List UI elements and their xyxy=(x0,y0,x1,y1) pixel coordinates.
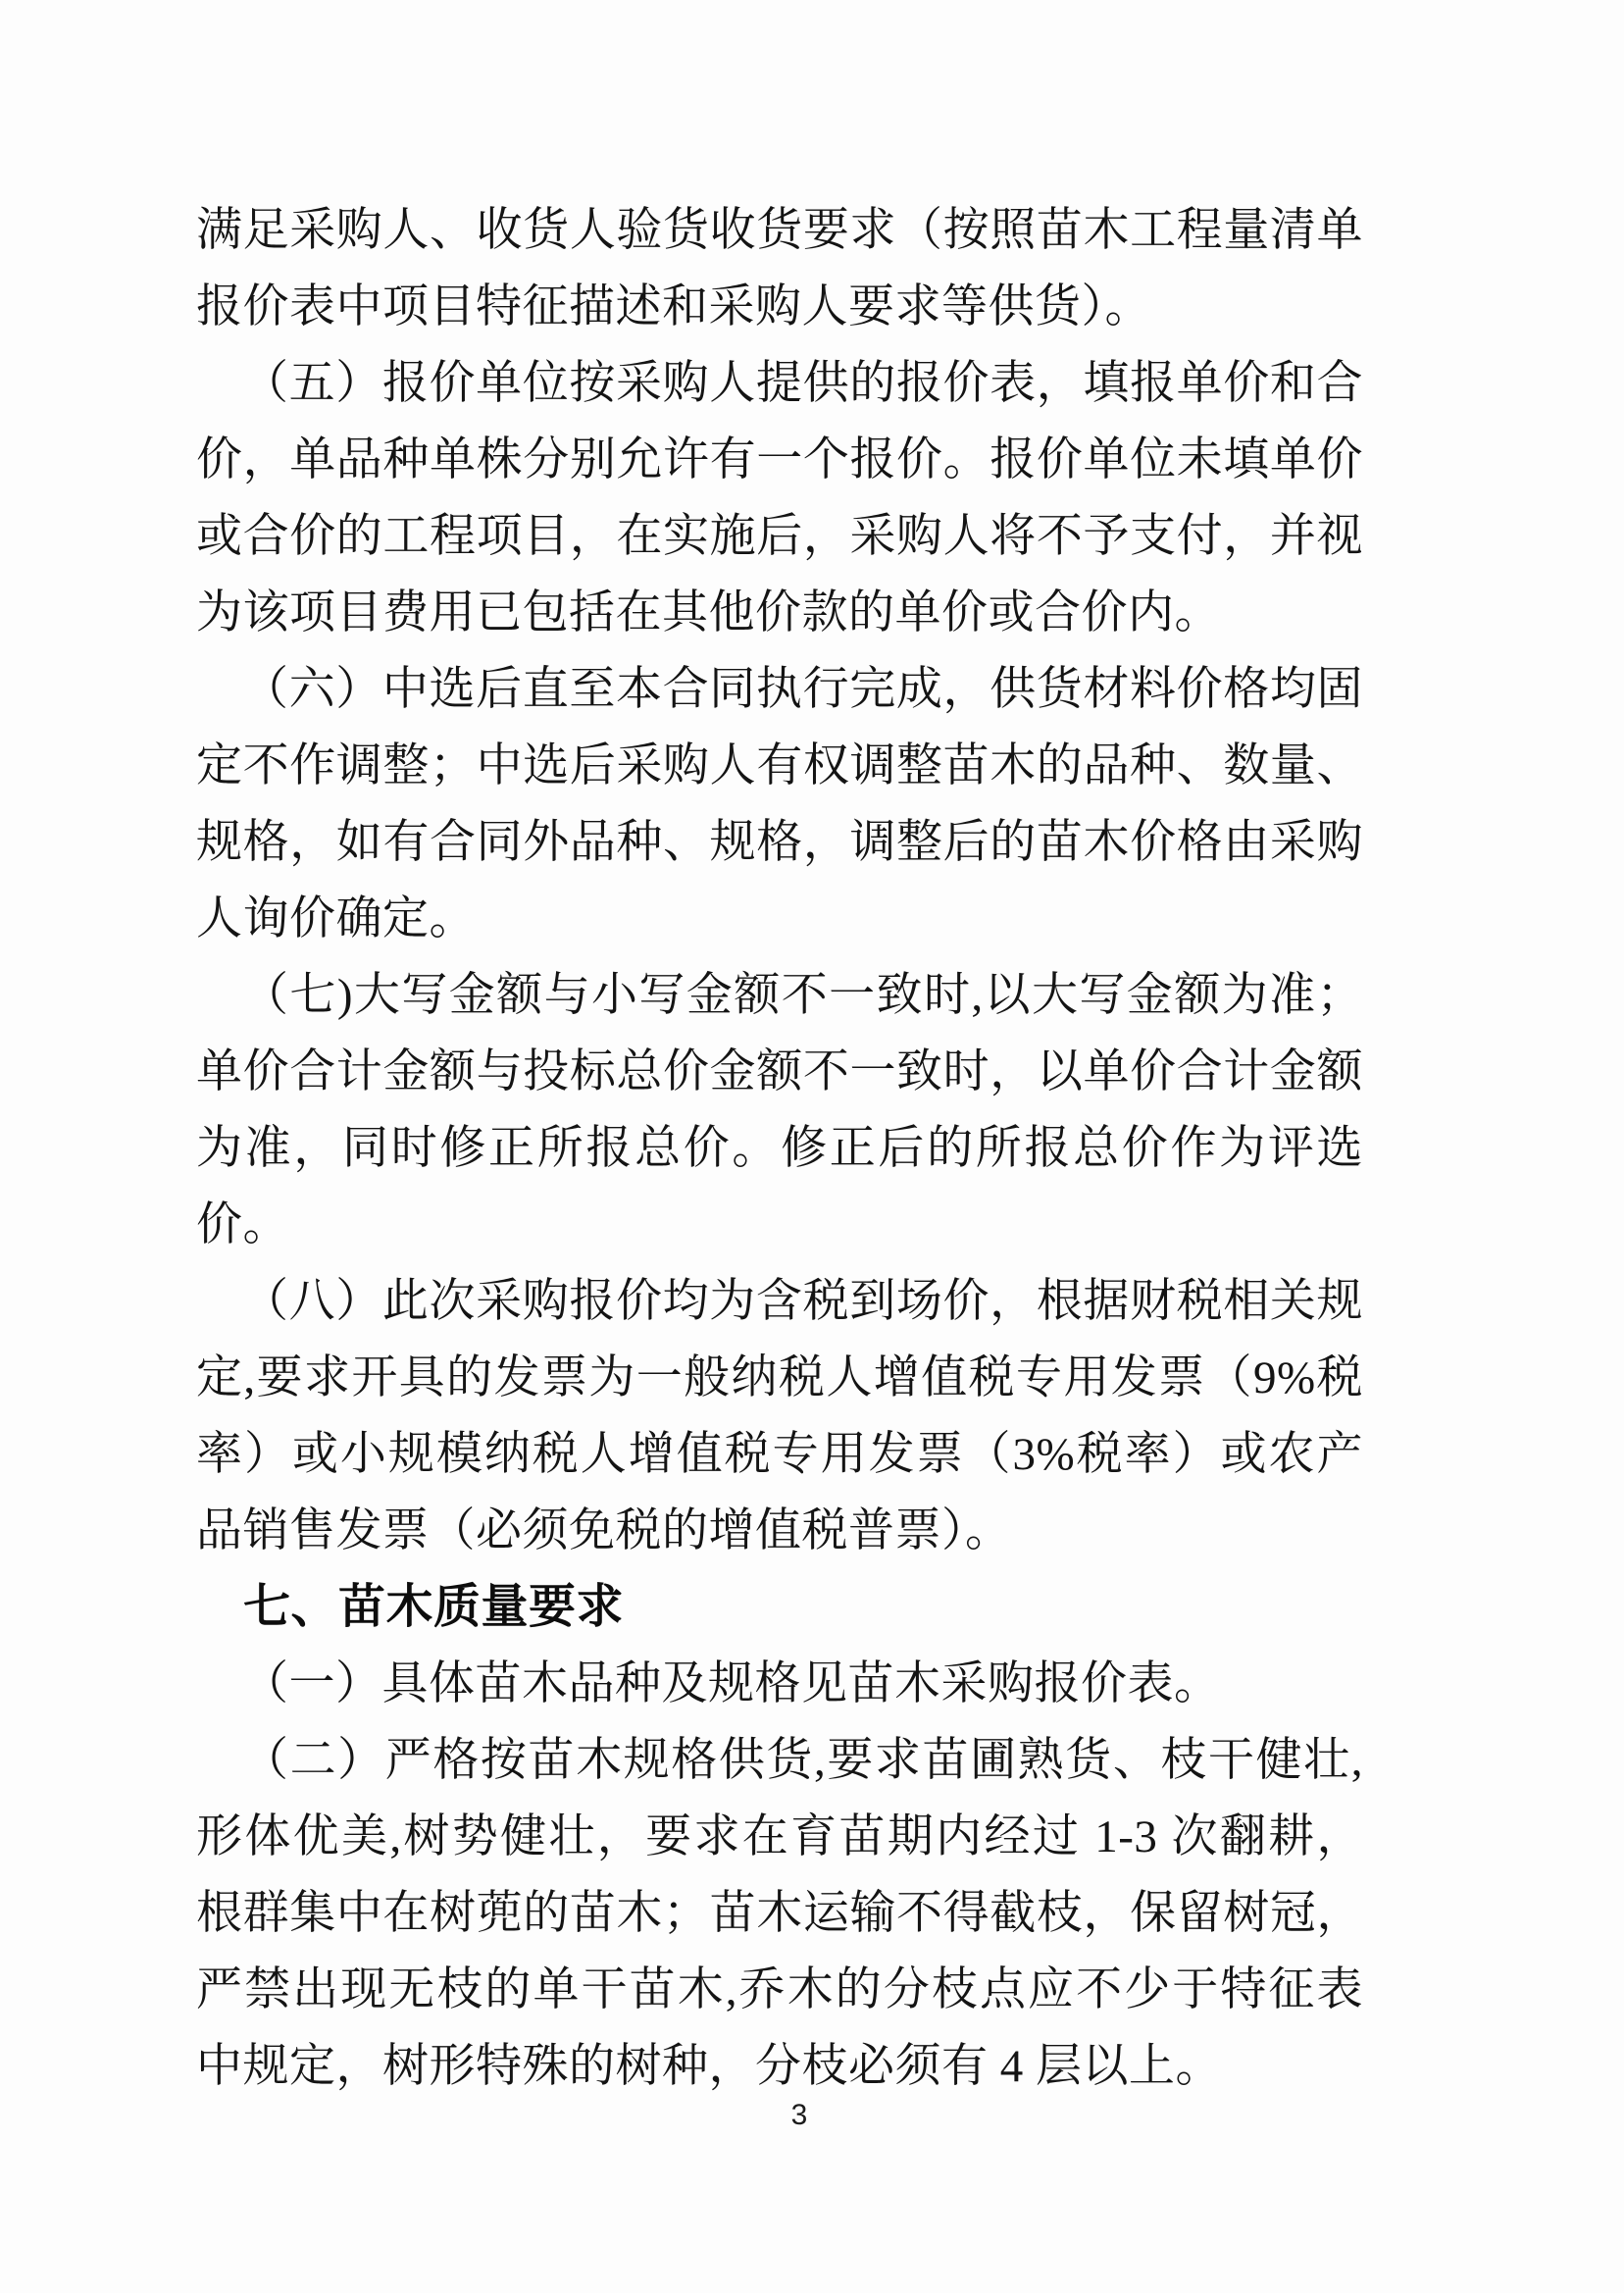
page-number: 3 xyxy=(790,2099,808,2131)
paragraph: 满足采购人、收货人验货收货要求（按照苗木工程量清单报价表中项目特征描述和采购人要求等供货）。 xyxy=(196,205,1363,332)
paragraph: （八）此次采购报价均为含税到场价，根据财税相关规定,要求开具的发票为一般纳税人增值税专用发票（9%税率）或小规模纳税人增值税专用发票（3%税率）或农产品销售发票（必须免税的增值税普票）。 xyxy=(196,1276,1363,1556)
paragraph: （二）严格按苗木规格供货,要求苗圃熟货、枝干健壮,形体优美,树势健壮，要求在育苗期内经过 1-3 次翻耕，根群集中在树蔸的苗木；苗木运输不得截枝，保留树冠，严禁出现无枝的单干苗木,乔木的分枝点应不少于特征表中规定，树形特殊的树种，分枝必须有 4 层以上。 xyxy=(196,1735,1363,2092)
document-content xyxy=(196,192,1363,2105)
section-heading: 七、苗木质量要求 xyxy=(243,1581,625,1633)
paragraph: （一）具体苗木品种及规格见苗木采购报价表。 xyxy=(242,1658,1221,1709)
paragraph: （五）报价单位按采购人提供的报价表，填报单价和合价，单品种单株分别允许有一个报价。报价单位未填单价或合价的工程项目，在实施后，采购人将不予支付，并视为该项目费用已包括在其他价款的单价或合价内。 xyxy=(196,358,1363,638)
paragraph: （七)大写金额与小写金额不一致时,以大写金额为准；单价合计金额与投标总价金额不一致时，以单价合计金额为准，同时修正所报总价。修正后的所报总价作为评选价。 xyxy=(196,970,1363,1250)
paragraph: （六）中选后直至本合同执行完成，供货材料价格均固定不作调整；中选后采购人有权调整苗木的品种、数量、规格，如有合同外品种、规格，调整后的苗木价格由采购人询价确定。 xyxy=(196,664,1363,944)
